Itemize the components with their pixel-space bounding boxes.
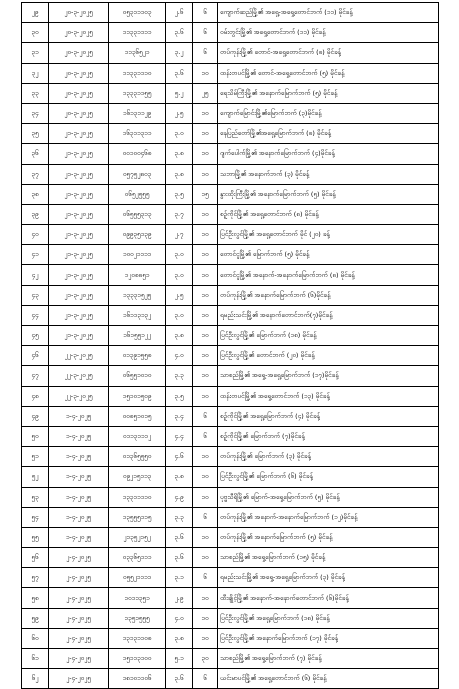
date-cell: ၂၁-၃-၂၀၂၅	[49, 265, 109, 285]
location-cell: ပြင်ဦးလွင်မြို့၏ မြောက်ဘက် (၆) မိုင်ခန့်	[218, 467, 439, 487]
depth-cell: ၁၀	[193, 588, 218, 608]
date-cell: ၁-၄-၂၀၂၅	[49, 487, 109, 507]
time-code-cell: ၁၂၀၈၈၅၁	[109, 265, 166, 285]
magnitude-cell: ၄.၄	[166, 426, 193, 446]
date-cell: ၂၂-၃-၂၀၂၅	[49, 386, 109, 406]
magnitude-cell: ၂.၉	[166, 588, 193, 608]
depth-cell: ၁၀	[193, 628, 218, 648]
magnitude-cell: ၃.၈	[166, 144, 193, 164]
magnitude-cell: ၃.၇	[166, 204, 193, 224]
row-number-cell: ၆၂	[22, 669, 49, 689]
row-number-cell: ၄၃	[22, 285, 49, 305]
date-cell: ၁-၄-၂၀၂၅	[49, 406, 109, 426]
magnitude-cell: ၃.၈	[166, 164, 193, 184]
row-number-cell: ၄၆	[22, 346, 49, 366]
location-cell: တပ်ကုန်းမြို့၏ မြောက်ဘက် (၃) မိုင်ခန့်	[218, 447, 439, 467]
location-cell: စဉ့်ကိုင်မြို့၏ မြောက်ဘက် (၇)မိုင်ခန့်	[218, 426, 439, 446]
date-cell: ၂-၄-၂၀၂၅	[49, 548, 109, 568]
row-number-cell: ၄၂	[22, 265, 49, 285]
depth-cell: ၆	[193, 568, 218, 588]
magnitude-cell: ၃.၆	[166, 527, 193, 547]
magnitude-cell: ၃.၃	[166, 366, 193, 386]
location-cell: ထန်းတပင်မြို့၏ တောင်-အရှေ့တောင်ဘက် (၅) မိုင်ခန့်	[218, 63, 439, 83]
depth-cell: ၁၀	[193, 63, 218, 83]
time-code-cell: ၀၁၃၉၁၅၅၈	[109, 346, 166, 366]
magnitude-cell: ၃.၀	[166, 245, 193, 265]
magnitude-cell: ၃.၈	[166, 326, 193, 346]
magnitude-cell: ၃.၆	[166, 23, 193, 43]
row-number-cell: ၅၁	[22, 447, 49, 467]
date-cell: ၂၂-၃-၂၀၂၅	[49, 346, 109, 366]
location-cell: စဉ့်ကိုင်မြို့၏ အရှေ့တောင်ဘက် (၈) မိုင်ခန့်	[218, 204, 439, 224]
date-cell: ၂-၄-၂၀၂၅	[49, 568, 109, 588]
table-row	[22, 447, 439, 467]
table-body	[22, 3, 439, 689]
date-cell: ၂၁-၃-၂၀၂၅	[49, 285, 109, 305]
location-cell: ယင်းမာပင်မြို့၏ အရှေ့တောင်ဘက် (၆) မိုင်ခန့်	[218, 669, 439, 689]
time-code-cell: ၁၃၅၁၅၅၅	[109, 608, 166, 628]
table-row	[22, 467, 439, 487]
time-code-cell: ၁၃၁၃၁၁၀၈	[109, 628, 166, 648]
table-row	[22, 43, 439, 63]
row-number-cell: ၅၀	[22, 426, 49, 446]
date-cell: ၂၁-၃-၂၀၂၅	[49, 204, 109, 224]
time-code-cell: ၁၆၁၅၅၁၂၂	[109, 326, 166, 346]
time-code-cell: ၂၁၃၅၂၁၅၂	[109, 527, 166, 547]
location-cell: ပြင်ဦးလွင်မြို့၏ မြောက်ဘက် (၁၈) မိုင်ခန့်	[218, 326, 439, 346]
table-row	[22, 487, 439, 507]
magnitude-cell: ၃.၆	[166, 669, 193, 689]
magnitude-cell: ၃.၅	[166, 386, 193, 406]
row-number-cell: ၃၁	[22, 43, 49, 63]
row-number-cell: ၄၅	[22, 326, 49, 346]
row-number-cell: ၅၈	[22, 588, 49, 608]
depth-cell: ၆	[193, 507, 218, 527]
depth-cell: ၆	[193, 23, 218, 43]
table-row	[22, 23, 439, 43]
location-cell: ရမည်းသင်းမြို့၏ အရှေ့-အရှေ့မြောက်ဘက် (၃) မိုင်ခန့်	[218, 568, 439, 588]
table-row	[22, 507, 439, 527]
depth-cell: ၁၀	[193, 527, 218, 547]
table-row	[22, 164, 439, 184]
date-cell: ၂၀-၃-၂၀၂၅	[49, 3, 109, 23]
time-code-cell: ၁၁၃၃၁၁၁၁	[109, 23, 166, 43]
date-cell: ၂-၄-၂၀၂၅	[49, 608, 109, 628]
table-row	[22, 366, 439, 386]
table-row	[22, 124, 439, 144]
location-cell: တောင်ငူမြို့၏ မြောက်ဘက် (၅) မိုင်ခန့်	[218, 245, 439, 265]
row-number-cell: ၆၀	[22, 628, 49, 648]
magnitude-cell: ၃.၄	[166, 406, 193, 426]
location-cell: စဉ့်ကိုင်မြို့၏ အရှေ့မြောက်ဘက် (၄) မိုင်ခန့်	[218, 406, 439, 426]
time-code-cell: ၀၅၅၂၁၁၁၁	[109, 568, 166, 588]
date-cell: ၁-၄-၂၀၂၅	[49, 507, 109, 527]
earthquake-records-table	[21, 2, 439, 689]
magnitude-cell: ၃.၁	[166, 568, 193, 588]
depth-cell: ၁၀	[193, 225, 218, 245]
depth-cell: ၆	[193, 669, 218, 689]
location-cell: ရမည်းသင်းမြို့၏ အနောက်တောင်ဘက်(၇)မိုင်ခန့်	[218, 305, 439, 325]
depth-cell: ၆	[193, 3, 218, 23]
time-code-cell: ၁၆၁၃၁၁၂၉	[109, 103, 166, 123]
row-number-cell: ၆၁	[22, 649, 49, 669]
location-cell: တပ်ကုန်းမြို့၏ တောင်-အရှေ့တောင်ဘက် (၈) မိုင်ခန့်	[218, 43, 439, 63]
date-cell: ၂၀-၃-၂၀၂၅	[49, 23, 109, 43]
magnitude-cell: ၃.၈	[166, 467, 193, 487]
time-code-cell: ၁၁၃၆၅၂၁	[109, 43, 166, 63]
depth-cell: ၁၅	[193, 184, 218, 204]
row-number-cell: ၅၇	[22, 568, 49, 588]
date-cell: ၂၁-၃-၂၀၂၅	[49, 245, 109, 265]
magnitude-cell: ၂.၆	[166, 3, 193, 23]
depth-cell: ၁၀	[193, 204, 218, 224]
table-row	[22, 3, 439, 23]
location-cell: ပုဗ္ဗသီရိမြို့၏ မြောက်-အရှေ့မြောက်ဘက် (၅) မိုင်ခန့်	[218, 487, 439, 507]
table-row	[22, 204, 439, 224]
time-code-cell: ၀၅၇၅၂၈၀၃	[109, 164, 166, 184]
table-row	[22, 83, 439, 103]
location-cell: တပ်ကုန်းမြို့၏ အနောက်မြောက်ဘက် (၆)မိုင်ခန့်	[218, 285, 439, 305]
date-cell: ၂၁-၃-၂၀၂၅	[49, 326, 109, 346]
location-cell: နွားထိုးကြီးမြို့၏ အနောက်မြောက်ဘက် (၅) မိုင်ခန့်	[218, 184, 439, 204]
depth-cell: ၁၀	[193, 144, 218, 164]
table-row	[22, 628, 439, 648]
magnitude-cell: ၂.၇	[166, 225, 193, 245]
row-number-cell: ၂၉	[22, 3, 49, 23]
magnitude-cell: ၅.၂	[166, 83, 193, 103]
location-cell: ဝမ်းတွင်းမြို့၏ အရှေ့တောင်ဘက် (၁၁) မိုင်ခန့်	[218, 23, 439, 43]
date-cell: ၂၀-၃-၂၀၂၅	[49, 83, 109, 103]
row-number-cell: ၄၁	[22, 245, 49, 265]
date-cell: ၂၁-၃-၂၀၂၅	[49, 164, 109, 184]
table-row	[22, 669, 439, 689]
row-number-cell: ၃၈	[22, 184, 49, 204]
time-code-cell: ၀၁၁၃၁၁၁၂	[109, 426, 166, 446]
time-code-cell: ၀၃၃၆၅၁၁၁	[109, 548, 166, 568]
time-code-cell: ၁၃၅၅၅၁၁၅	[109, 507, 166, 527]
magnitude-cell: ၃.၃	[166, 507, 193, 527]
depth-cell: ၁၀	[193, 366, 218, 386]
location-cell: ကျောက်မြောင်းမြို့၏မြောက်ဘက် (၃)မိုင်ခန့်	[218, 103, 439, 123]
location-cell: ပြင်ဦးလွင်မြို့၏ အရှေ့မြောက်ဘက် (၁၈) မိုင်ခန့်	[218, 608, 439, 628]
depth-cell: ၁၀	[193, 487, 218, 507]
time-code-cell: ၀၀၁၀၀၄၆၈	[109, 144, 166, 164]
depth-cell: ၁၀	[193, 103, 218, 123]
magnitude-cell: ၄.၆	[166, 447, 193, 467]
time-code-cell: ၁၃၃၁၁၁၁၀	[109, 487, 166, 507]
magnitude-cell: ၄.၀	[166, 346, 193, 366]
row-number-cell: ၃၀	[22, 23, 49, 43]
table-row	[22, 649, 439, 669]
time-code-cell: ၁၀၀၂၁၁၁၁	[109, 245, 166, 265]
date-cell: ၂၀-၃-၂၀၂၅	[49, 103, 109, 123]
table-row	[22, 527, 439, 547]
date-cell: ၂၁-၃-၂၀၂၅	[49, 124, 109, 144]
depth-cell: ၁၀	[193, 608, 218, 628]
depth-cell: ၆	[193, 43, 218, 63]
row-number-cell: ၃၅	[22, 124, 49, 144]
time-code-cell: ၁၁၃၃၁၁၁၀	[109, 63, 166, 83]
table-row	[22, 548, 439, 568]
depth-cell: ၆	[193, 426, 218, 446]
location-cell: တပ်ကုန်းမြို့၏ အနောက်-အနောက်မြောက်ဘက် (၁၂)မိုင်ခန့်	[218, 507, 439, 527]
depth-cell: ၁၀	[193, 305, 218, 325]
depth-cell: ၁၀	[193, 467, 218, 487]
table-row	[22, 225, 439, 245]
magnitude-cell: ၃.၂	[166, 43, 193, 63]
table-row	[22, 285, 439, 305]
time-code-cell: ၁၅၁၀၁၅၀၉	[109, 386, 166, 406]
location-cell: သဘာမြို့၏ အနောက်ဘက် (၃) မိုင်ခန့်	[218, 164, 439, 184]
time-code-cell: ၀၆၅၅၅၃၁၃	[109, 204, 166, 224]
location-cell: ပြင်ဦးလွင်မြို့၏ အနောက်မြောက်ဘက် (၁၇) မိုင်ခန့်	[218, 628, 439, 648]
location-cell: သာစည်မြို့၏ အရှေ့-အရှေ့မြောက်ဘက် (၁၇)မိုင်ခန့်	[218, 366, 439, 386]
table-row	[22, 568, 439, 588]
time-code-cell: ၁၅၁၁၃၁၀၀	[109, 649, 166, 669]
row-number-cell: ၃၄	[22, 103, 49, 123]
date-cell: ၁-၄-၂၀၂၅	[49, 527, 109, 547]
time-code-cell: ၁၀၁၁၃၅၁	[109, 588, 166, 608]
row-number-cell: ၃၆	[22, 144, 49, 164]
depth-cell: ၁၀	[193, 245, 218, 265]
location-cell: ပြင်ဦးလွင်မြို့၏ အရှေ့တောင်ဘက် မိုင် (၂၀) ခန့်	[218, 225, 439, 245]
row-number-cell: ၃၃	[22, 83, 49, 103]
depth-cell: ၁၀	[193, 346, 218, 366]
time-code-cell: ၀၆၅၂၅၅၅	[109, 184, 166, 204]
location-cell: ထန်းတပင်မြို့၏ အရှေ့တောင်ဘက် (၁၃) မိုင်ခန့်	[218, 386, 439, 406]
table-row	[22, 184, 439, 204]
date-cell: ၂-၄-၂၀၂၅	[49, 588, 109, 608]
time-code-cell: ၁၆၃၁၁၃၁၁	[109, 124, 166, 144]
magnitude-cell: ၃.၆	[166, 63, 193, 83]
table-row	[22, 103, 439, 123]
magnitude-cell: ၄.၀	[166, 608, 193, 628]
time-code-cell: ၁၈၁၀၁၁၀၆	[109, 669, 166, 689]
date-cell: ၂-၄-၂၀၂၅	[49, 628, 109, 648]
magnitude-cell: ၃.၆	[166, 548, 193, 568]
row-number-cell: ၅၄	[22, 507, 49, 527]
date-cell: ၁-၄-၂၀၂၅	[49, 467, 109, 487]
time-code-cell: ၀၉၉၃၅၁၃၉	[109, 225, 166, 245]
depth-cell: ၁၀	[193, 447, 218, 467]
time-code-cell: ၀၀၈၅၁၀၁၅	[109, 406, 166, 426]
depth-cell: ၁၀	[193, 164, 218, 184]
row-number-cell: ၄၇	[22, 366, 49, 386]
date-cell: ၂၀-၃-၂၀၂၅	[49, 63, 109, 83]
location-cell: ဂျက်ပေါက်မြို့၏ အနောက်မြောက်ဘက် (၄)မိုင်ခန့်	[218, 144, 439, 164]
depth-cell: ၁၀	[193, 548, 218, 568]
location-cell: တပ်ကုန်းမြို့၏ အနောက်မြောက်ဘက် (၅) မိုင်ခန့်	[218, 527, 439, 547]
date-cell: ၂-၄-၂၀၂၅	[49, 649, 109, 669]
magnitude-cell: ၅.၁	[166, 649, 193, 669]
row-number-cell: ၄၈	[22, 386, 49, 406]
time-code-cell: ၀၉၂၁၅၁၁၃	[109, 467, 166, 487]
time-code-cell: ၁၃၃၃၁၅၂၅	[109, 285, 166, 305]
table-row	[22, 386, 439, 406]
row-number-cell: ၃၂	[22, 63, 49, 83]
table-row	[22, 326, 439, 346]
table-row	[22, 144, 439, 164]
row-number-cell: ၅၅	[22, 527, 49, 547]
date-cell: ၂၁-၃-၂၀၂၅	[49, 144, 109, 164]
table-row	[22, 608, 439, 628]
location-cell: သာစည်မြို့၏ အရှေ့မြောက်ဘက် (၁၅) မိုင်ခန့်	[218, 548, 439, 568]
location-cell: ထီးချိုင့်မြို့၏ အနောက်-အနောက်တောင်ဘက် (၆)မိုင်ခန့်	[218, 588, 439, 608]
depth-cell: ၆	[193, 406, 218, 426]
magnitude-cell: ၄.၉	[166, 487, 193, 507]
date-cell: ၁-၄-၂၀၂၅	[49, 426, 109, 446]
depth-cell: ၁၀	[193, 326, 218, 346]
row-number-cell: ၄၄	[22, 305, 49, 325]
depth-cell: ၃၀	[193, 649, 218, 669]
table-row	[22, 265, 439, 285]
time-code-cell: ၀၅၃၁၁၁၀၃	[109, 3, 166, 23]
table-row	[22, 346, 439, 366]
row-number-cell: ၃၉	[22, 204, 49, 224]
depth-cell: ၁၀	[193, 124, 218, 144]
depth-cell: ၁၀	[193, 386, 218, 406]
location-cell: တောင်ငူမြို့၏ အနောက်-အနောက်မြောက်ဘက် (၈) မိုင်ခန့်	[218, 265, 439, 285]
row-number-cell: ၄၀	[22, 225, 49, 245]
time-code-cell: ၁၆၁၁၃၁၃၂	[109, 305, 166, 325]
depth-cell: ၁၀	[193, 285, 218, 305]
date-cell: ၂၁-၃-၂၀၂၅	[49, 184, 109, 204]
table-row	[22, 588, 439, 608]
row-number-cell: ၅၃	[22, 487, 49, 507]
location-cell: ရေသိမ်ကြီးမြို့၏ အနောက်မြောက်ဘက် (၅) မိုင်ခန့်	[218, 83, 439, 103]
magnitude-cell: ၂.၅	[166, 103, 193, 123]
magnitude-cell: ၃.၅	[166, 184, 193, 204]
date-cell: ၁-၄-၂၀၂၅	[49, 447, 109, 467]
time-code-cell: ၀၁၃၆၅၅၅၀	[109, 447, 166, 467]
row-number-cell: ၅၂	[22, 467, 49, 487]
table-row	[22, 245, 439, 265]
table-row	[22, 426, 439, 446]
row-number-cell: ၅၉	[22, 608, 49, 628]
table-row	[22, 406, 439, 426]
time-code-cell: ၀၆၅၅၁၀၁၀	[109, 366, 166, 386]
date-cell: ၂၂-၃-၂၀၂၅	[49, 366, 109, 386]
depth-cell: ၁၀	[193, 265, 218, 285]
depth-cell: ၂၅	[193, 83, 218, 103]
magnitude-cell: ၃.၀	[166, 305, 193, 325]
row-number-cell: ၅၆	[22, 548, 49, 568]
date-cell: ၂၁-၃-၂၀၂၅	[49, 305, 109, 325]
magnitude-cell: ၃.၀	[166, 124, 193, 144]
table-row	[22, 305, 439, 325]
location-cell: ပြင်ဦးလွင်မြို့၏ တောင်ဘက် (၂၀) မိုင်ခန့်	[218, 346, 439, 366]
location-cell: နေပြည်တော်မြို့၏အရှေ့မြောက်ဘက် (၈) မိုင်ခန့်	[218, 124, 439, 144]
date-cell: ၂၀-၃-၂၀၂၅	[49, 43, 109, 63]
location-cell: သာစည်မြို့၏ အရှေ့မြောက်ဘက် (၇) မိုင်ခန့်	[218, 649, 439, 669]
row-number-cell: ၄၉	[22, 406, 49, 426]
table-row	[22, 63, 439, 83]
date-cell: ၂၁-၃-၂၀၂၅	[49, 225, 109, 245]
row-number-cell: ၃၇	[22, 164, 49, 184]
magnitude-cell: ၃.၀	[166, 265, 193, 285]
magnitude-cell: ၂.၅	[166, 285, 193, 305]
magnitude-cell: ၃.၈	[166, 628, 193, 648]
location-cell: ကျောက်ဆည်မြို့၏ အရှေ့-အရှေ့တောင်ဘက် (၁၁) မိုင်ခန့်	[218, 3, 439, 23]
date-cell: ၂-၄-၂၀၂၅	[49, 669, 109, 689]
time-code-cell: ၁၃၃၃၁၁၅၅	[109, 83, 166, 103]
